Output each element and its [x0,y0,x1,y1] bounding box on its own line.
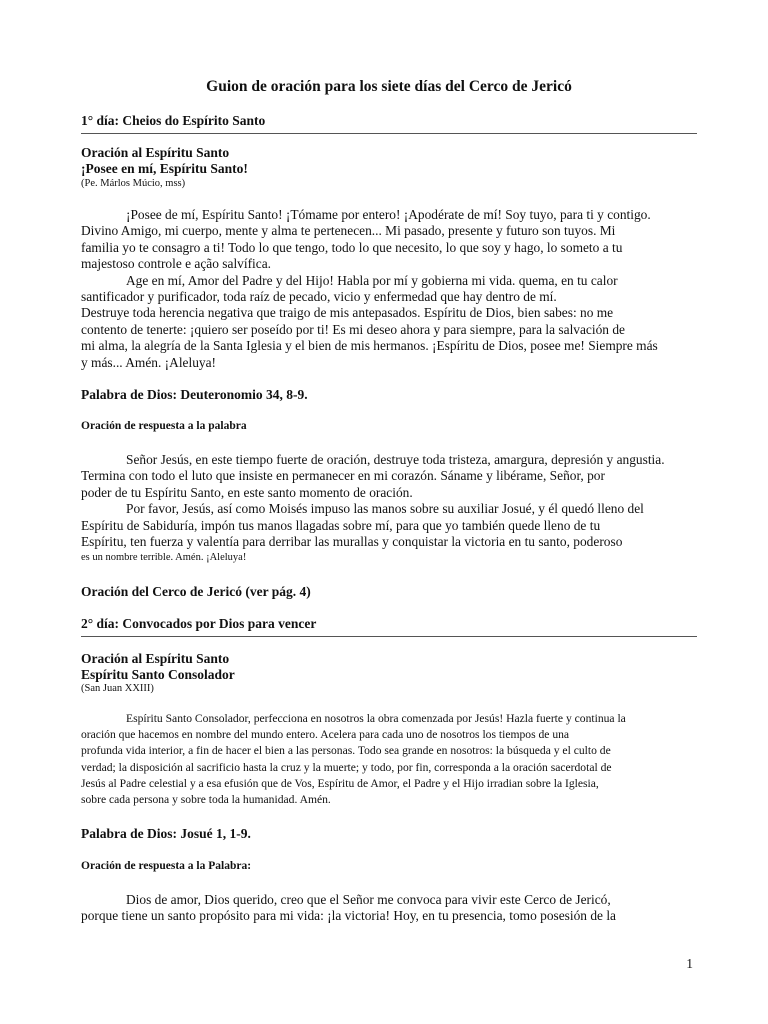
day-1-response-heading: Oración de respuesta a la palabra [81,420,247,432]
text-line: oración que hacemos en nombre del mundo entero. Acelera para cada uno de nosotros los tiempos de una [81,728,570,742]
text-line: Divino Amigo, mi cuerpo, mente y alma te pertenecen... Mi pasado, presente y futuro son tuyos. Mi [81,223,616,239]
text-line: familia yo te consagro a ti! Todo lo que tengo, todo lo que necesito, lo que soy y hago, lo someto a tu [81,239,623,255]
text-line: verdad; la disposición al sacrificio hasta la cruz y la muerte; y todo, por fin, corresponda a la oración sacerdotal de [81,760,612,774]
day-1-prayer-subtitle: ¡Posee en mí, Espíritu Santo! [81,161,248,176]
text-line: Espíritu, ten fuerza y valentía para derribar las murallas y conquistar la victoria en tu santo, poderoso [81,534,623,550]
text-line: ¡Posee de mí, Espíritu Santo! ¡Tómame por entero! ¡Apodérate de mí! Soy tuyo, para ti y contigo. [126,207,651,222]
day-2-prayer-subtitle: Espíritu Santo Consolador [81,667,235,682]
text-line: porque tiene un santo propósito para mi vida: ¡la victoria! Hoy, en tu presencia, tomo posesión de la [81,908,616,924]
text-line: santificador y purificador, toda raíz de pecado, vicio y enfermedad que hay dentro de mí. [81,289,557,305]
page-title: Guion de oración para los siete días del Cerco de Jericó [206,78,572,95]
text-line: poder de tu Espíritu Santo, en este santo momento de oración. [81,484,413,500]
text-line: profunda vida interior, a fin de hacer el bien a las personas. Todo sea grande en nosotros: la búsqueda y el culto de [81,744,611,758]
text-line: contento de tenerte: ¡quiero ser poseído por ti! Es mi deseo ahora y para siempre, para la salvación de [81,321,625,337]
day-2-heading: 2° día: Convocados por Dios para vencer [81,616,697,637]
text-line: Espíritu Santo Consolador, perfecciona en nosotros la obra comenzada por Jesús! Hazla fuerte y continua la [126,712,626,725]
text-line: sobre cada persona y sobre toda la humanidad. Amén. [81,793,331,807]
day-1-response-text [81,452,697,567]
day-2-word-heading: Palabra de Dios: Josué 1, 1-9. [81,826,251,841]
day-1-cerco-heading: Oración del Cerco de Jericó (ver pág. 4) [81,584,311,599]
text-line: Por favor, Jesús, así como Moisés impuso las manos sobre su auxiliar Josué, y él quedó lleno del [126,501,644,517]
day-2-author: (San Juan XXIII) [81,683,154,694]
day-2-response-heading: Oración de respuesta a la Palabra: [81,860,252,872]
text-line: Age en mí, Amor del Padre y del Hijo! Habla por mí y gobierna mi vida. quema, en tu calor [126,272,618,288]
text-line: Espíritu de Sabiduría, impón tus manos llagadas sobre mí, para que yo también quede lleno de tu [81,517,601,533]
text-line: Dios de amor, Dios querido, creo que el Señor me convoca para vivir este Cerco de Jericó, [126,892,611,907]
day-1-author: (Pe. Márlos Múcio, mss) [81,178,186,189]
day-1-word-heading: Palabra de Dios: Deuteronomio 34, 8-9. [81,387,308,402]
page-number: 1 [686,956,693,971]
day-2-response-text [81,892,697,925]
day-2-prayer-title: Oración al Espíritu Santo [81,651,230,666]
text-line: es un nombre terrible. Amén. ¡Aleluya! [81,552,247,564]
text-line: mi alma, la alegría de la Santa Iglesia y el bien de mis hermanos. ¡Espíritu de Dios, posee me! Siempre más [81,338,658,354]
day-2-prayer-text [81,711,697,808]
day-1-prayer-title: Oración al Espíritu Santo [81,145,230,160]
text-line: Señor Jesús, en este tiempo fuerte de oración, destruye toda tristeza, amargura, depresión y angustia. [126,452,665,467]
text-line: Termina con todo el luto que insiste en permanecer en mi corazón. Sáname y libérame, Señor, por [81,468,605,484]
text-line: y más... Amén. ¡Aleluya! [81,354,216,370]
text-line: Destruye toda herencia negativa que traigo de mis antepasados. Espíritu de Dios, bien sabes: no me [81,305,614,321]
day-1-prayer-text [81,207,697,371]
day-1-heading: 1° día: Cheios do Espírito Santo [81,113,697,134]
text-line: Jesús al Padre celestial y a esa efusión que de Vos, Espíritu de Amor, el Padre y el Hijo irradian sobre la Iglesia, [81,776,599,790]
text-line: majestoso controle e ação salvífica. [81,256,271,272]
